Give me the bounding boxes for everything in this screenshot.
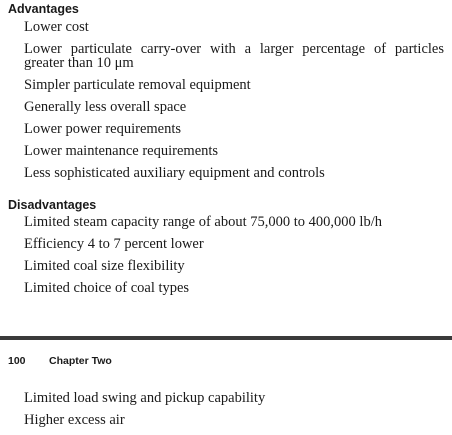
chapter-title: Chapter Two [49,355,112,367]
list-item: Lower maintenance requirements [24,142,219,159]
advantages-heading: Advantages [8,2,79,16]
list-item: Limited coal size flexibility [24,258,185,274]
list-item: Lower particulate carry-over with a larger percentage of particles greater than 10 μm [24,41,444,71]
list-item: Limited choice of coal types [24,280,190,296]
disadvantages-list [24,215,444,303]
list-item: Higher excess air [24,412,125,428]
list-item: Lower cost [24,19,89,35]
running-head [8,355,112,367]
list-item: Limited steam capacity range of about 75,000 to 400,000 lb/h [24,214,382,230]
list-item: Generally less overall space [24,98,187,115]
page-number: 100 [8,355,26,367]
list-item: Efficiency 4 to 7 percent lower [24,236,204,252]
disadvantages-heading: Disadvantages [8,198,97,212]
page-divider [0,336,452,340]
continued-list [24,391,444,435]
advantages-list [24,20,444,188]
list-item: Less sophisticated auxiliary equipment and controls [24,164,325,181]
list-item: Limited load swing and pickup capability [24,390,266,406]
list-item: Simpler particulate removal equipment [24,76,251,93]
list-item: Lower power requirements [24,120,182,137]
